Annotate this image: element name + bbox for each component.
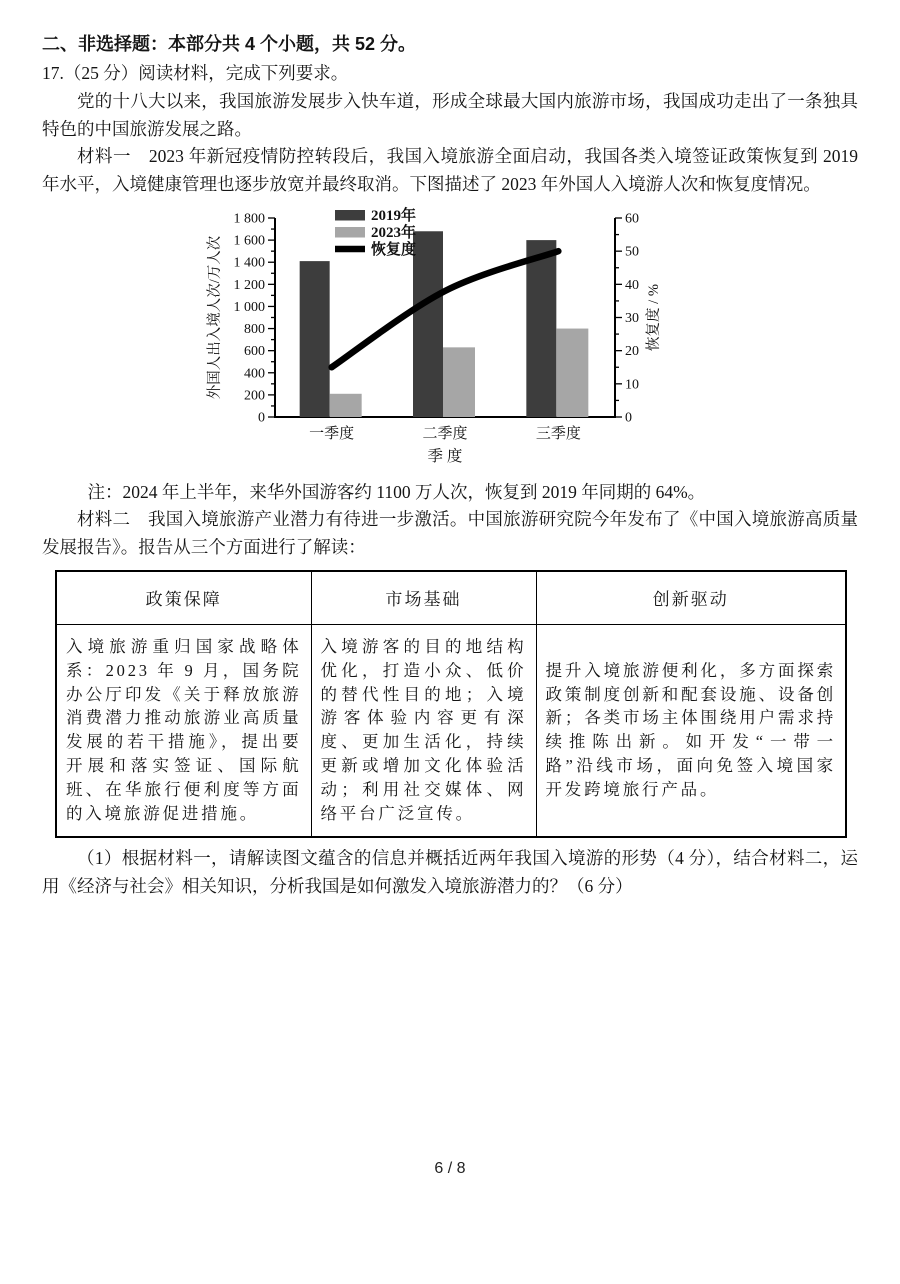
section-heading: 二、非选择题：本部分共 4 个小题，共 52 分。 <box>42 34 417 54</box>
table-cell-policy: 入境旅游重归国家战略体系：2023 年 9 月，国务院办公厅印发《关于释放旅游消费潜力推动旅游业高质量发展的若干措施》，提出要开展和落实签证、国际航班、在华旅行便利度等方面的入境旅游促进措施。 <box>56 624 311 837</box>
svg-text:20: 20 <box>625 344 639 360</box>
svg-text:60: 60 <box>625 211 639 227</box>
sub-question-1: （1）根据材料一，请解读图文蕴含的信息并概括近两年我国入境游的形势（4 分），结合材料二，运用《经济与社会》相关知识，分析我国是如何激发入境旅游潜力的？（6 分） <box>42 848 858 896</box>
svg-text:1 600: 1 600 <box>233 233 265 249</box>
bar-line-chart <box>202 202 702 470</box>
svg-text:40: 40 <box>625 277 639 293</box>
svg-text:0: 0 <box>625 410 632 426</box>
svg-text:800: 800 <box>244 322 265 338</box>
svg-text:恢复度: 恢复度 <box>371 242 417 258</box>
svg-text:30: 30 <box>625 311 639 326</box>
svg-text:10: 10 <box>625 377 639 393</box>
table-header-market: 市场基础 <box>311 571 536 624</box>
svg-text:恢复度 / %: 恢复度 / % <box>646 284 662 351</box>
page-number: 6 / 8 <box>434 1160 466 1177</box>
table-cell-market: 入境游客的目的地结构优化，打造小众、低价的替代性目的地；入境游客体验内容更有深度、更加生活化，持续更新或增加文化体验活动；利用社交媒体、网络平台广泛宣传。 <box>311 624 536 837</box>
table-header-row <box>56 571 846 624</box>
svg-text:1 800: 1 800 <box>233 211 265 227</box>
table-header-innovation: 创新驱动 <box>536 571 846 624</box>
question-17-intro: 17.（25 分）阅读材料，完成下列要求。 <box>42 63 349 83</box>
material-1-paragraph: 材料一 2023 年新冠疫情防控转段后，我国入境旅游全面启动，我国各类入境签证政策恢复到 2019 年水平，入境健康管理也逐步放宽并最终取消。下图描述了 2023 年外国人入境游人次和恢复度情况。 <box>42 146 858 194</box>
svg-text:1 400: 1 400 <box>233 255 265 271</box>
svg-text:外国人出入境人次/万人次: 外国人出入境人次/万人次 <box>207 235 223 400</box>
svg-text:1 200: 1 200 <box>233 277 265 293</box>
svg-text:二季度: 二季度 <box>422 426 468 442</box>
svg-text:200: 200 <box>244 388 265 404</box>
svg-text:2019年: 2019年 <box>371 208 417 224</box>
intro-paragraph: 党的十八大以来，我国旅游发展步入快车道，形成全球最大国内旅游市场，我国成功走出了一条独具特色的中国旅游发展之路。 <box>42 91 858 139</box>
svg-text:600: 600 <box>244 344 265 360</box>
svg-text:季 度: 季 度 <box>427 448 463 465</box>
table-body-row <box>56 624 846 837</box>
table-cell-innovation: 提升入境旅游便利化，多方面探索政策制度创新和配套设施、设备创新；各类市场主体围绕用户需求持续推陈出新。如开发“一带一路”沿线市场，面向免签入境国家开发跨境旅行产品。 <box>536 624 846 837</box>
material-2-paragraph: 材料二 我国入境旅游产业潜力有待进一步激活。中国旅游研究院今年发布了《中国入境旅游高质量发展报告》。报告从三个方面进行了解读： <box>42 509 858 557</box>
chart-note: 注：2024 年上半年，来华外国游客约 1100 万人次，恢复到 2019 年同期的 64%。 <box>87 482 706 502</box>
chart <box>202 202 702 470</box>
svg-text:一季度: 一季度 <box>309 426 355 442</box>
svg-text:1 000: 1 000 <box>233 299 265 315</box>
svg-text:400: 400 <box>244 366 265 382</box>
svg-text:0: 0 <box>258 410 265 426</box>
svg-text:三季度: 三季度 <box>535 426 581 442</box>
svg-text:2023年: 2023年 <box>371 225 417 241</box>
report-table <box>55 570 847 838</box>
table-header-policy: 政策保障 <box>56 571 311 624</box>
svg-text:50: 50 <box>625 244 639 260</box>
